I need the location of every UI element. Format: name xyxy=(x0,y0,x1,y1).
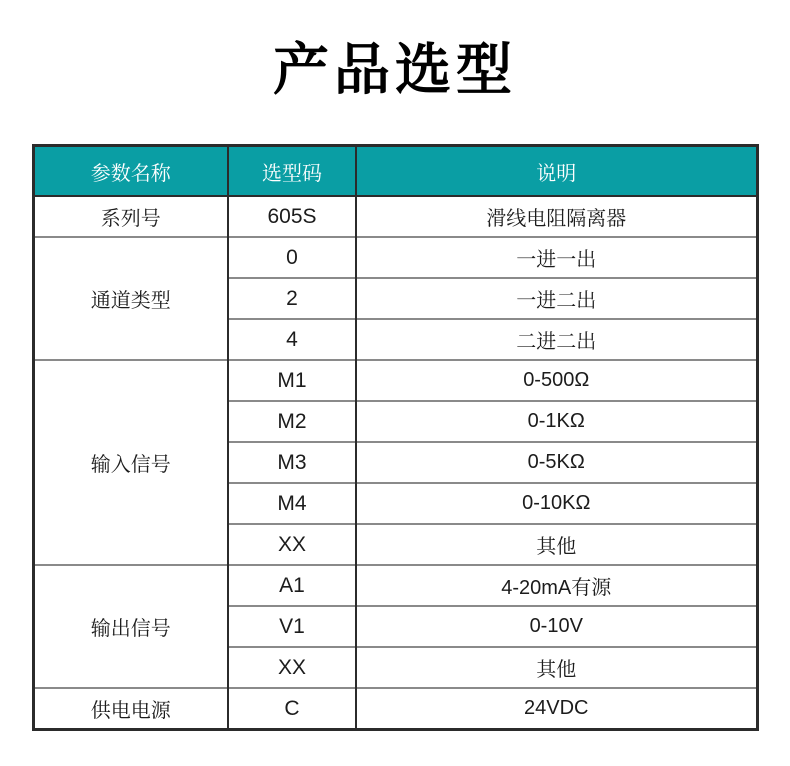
param-name-cell: 系列号 xyxy=(33,196,228,237)
description-cell: 一进二出 xyxy=(356,278,757,319)
description-cell: 一进一出 xyxy=(356,237,757,278)
selection-code-cell: XX xyxy=(228,647,356,688)
selection-code-cell: 2 xyxy=(228,278,356,319)
description-cell: 二进二出 xyxy=(356,319,757,360)
header-selection-code: 选型码 xyxy=(228,146,356,197)
page-title: 产品选型 xyxy=(273,38,517,101)
table-row xyxy=(33,360,757,401)
selection-code-cell: 0 xyxy=(228,237,356,278)
selection-code-cell: M1 xyxy=(228,360,356,401)
selection-code-cell: M3 xyxy=(228,442,356,483)
selection-code-cell: A1 xyxy=(228,565,356,606)
selection-code-cell: M2 xyxy=(228,401,356,442)
description-cell: 0-10V xyxy=(356,606,757,647)
selection-code-cell: V1 xyxy=(228,606,356,647)
description-cell: 0-1KΩ xyxy=(356,401,757,442)
description-cell: 其他 xyxy=(356,647,757,688)
header-param-name: 参数名称 xyxy=(33,146,228,197)
table-row xyxy=(33,688,757,730)
selection-code-cell: C xyxy=(228,688,356,730)
selection-code-cell: 605S xyxy=(228,196,356,237)
description-cell: 其他 xyxy=(356,524,757,565)
selection-code-cell: XX xyxy=(228,524,356,565)
product-selection-table xyxy=(32,144,759,731)
description-cell: 滑线电阻隔离器 xyxy=(356,196,757,237)
table-body xyxy=(33,196,757,730)
description-cell: 4-20mA有源 xyxy=(356,565,757,606)
description-cell: 0-5KΩ xyxy=(356,442,757,483)
table-row xyxy=(33,565,757,606)
param-name-cell: 输出信号 xyxy=(33,565,228,688)
selection-code-cell: 4 xyxy=(228,319,356,360)
header-row xyxy=(33,146,757,197)
param-name-cell: 输入信号 xyxy=(33,360,228,565)
header-description: 说明 xyxy=(356,146,757,197)
description-cell: 0-500Ω xyxy=(356,360,757,401)
description-cell: 24VDC xyxy=(356,688,757,730)
table-header xyxy=(33,146,757,197)
table-row xyxy=(33,237,757,278)
selection-code-cell: M4 xyxy=(228,483,356,524)
param-name-cell: 供电电源 xyxy=(33,688,228,730)
description-cell: 0-10KΩ xyxy=(356,483,757,524)
table-row xyxy=(33,196,757,237)
param-name-cell: 通道类型 xyxy=(33,237,228,360)
